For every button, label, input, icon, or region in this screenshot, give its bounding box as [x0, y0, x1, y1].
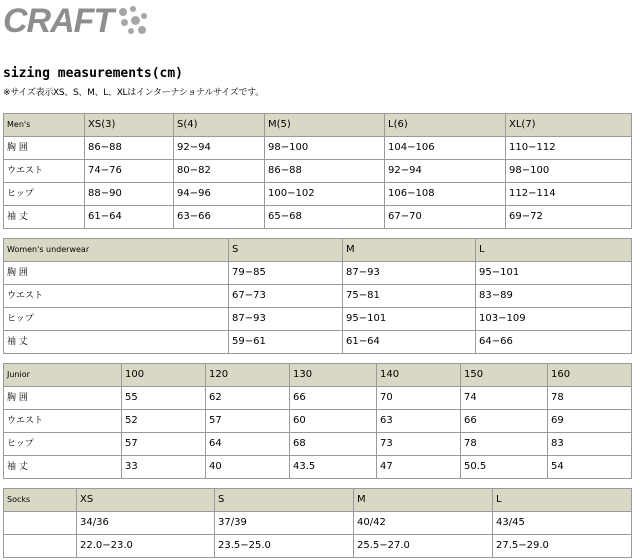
- measurement-value: 74: [461, 387, 548, 410]
- size-header-cell: 160: [548, 364, 632, 387]
- measurement-value: 64−66: [476, 331, 632, 354]
- measurement-value: 112−114: [506, 183, 632, 206]
- measurement-value: 110−112: [506, 137, 632, 160]
- size-header-cell: M: [343, 239, 476, 262]
- table-category-header: Women's underwear: [4, 239, 229, 262]
- size-header-cell: S: [229, 239, 343, 262]
- measurement-value: 94−96: [174, 183, 265, 206]
- measurement-value: 66: [461, 410, 548, 433]
- measurement-label: 胸 囲: [4, 262, 229, 285]
- table-header-row: [4, 489, 632, 512]
- size-header-cell: L: [476, 239, 632, 262]
- table-row: [4, 512, 632, 535]
- measurement-value: 83−89: [476, 285, 632, 308]
- table-row: [4, 410, 632, 433]
- measurement-value: 63: [377, 410, 461, 433]
- logo-dots-icon: [119, 6, 151, 36]
- measurement-value: 47: [377, 456, 461, 479]
- table-row: [4, 183, 632, 206]
- measurement-value: 64: [206, 433, 290, 456]
- measurement-value: 25.5−27.0: [354, 535, 493, 558]
- measurement-label: 袖 丈: [4, 206, 85, 229]
- measurement-label: ウエスト: [4, 160, 85, 183]
- measurement-value: 87−93: [229, 308, 343, 331]
- measurement-value: 69: [548, 410, 632, 433]
- measurement-value: 27.5−29.0: [493, 535, 632, 558]
- table-row: [4, 137, 632, 160]
- measurement-value: 95−101: [343, 308, 476, 331]
- measurement-value: 92−94: [385, 160, 506, 183]
- measurement-value: 62: [206, 387, 290, 410]
- size-header-cell: S: [215, 489, 354, 512]
- measurement-value: 69−72: [506, 206, 632, 229]
- measurement-value: 78: [548, 387, 632, 410]
- table-row: [4, 160, 632, 183]
- table-row: [4, 535, 632, 558]
- measurement-value: 57: [206, 410, 290, 433]
- measurement-value: 43/45: [493, 512, 632, 535]
- measurement-value: 65−68: [265, 206, 385, 229]
- measurement-label: 袖 丈: [4, 331, 229, 354]
- measurement-value: 55: [122, 387, 206, 410]
- measurement-label: [4, 512, 77, 535]
- measurement-label: ヒップ: [4, 433, 122, 456]
- measurement-label: ウエスト: [4, 410, 122, 433]
- measurement-value: 88−90: [85, 183, 174, 206]
- table-row: [4, 308, 632, 331]
- measurement-value: 34/36: [77, 512, 215, 535]
- mens-size-table: [3, 113, 632, 229]
- measurement-value: 63−66: [174, 206, 265, 229]
- craft-logo: [3, 4, 151, 38]
- size-header-cell: M: [354, 489, 493, 512]
- size-header-cell: L: [493, 489, 632, 512]
- measurement-value: 66: [290, 387, 377, 410]
- measurement-value: 86−88: [265, 160, 385, 183]
- measurement-value: 23.5−25.0: [215, 535, 354, 558]
- size-header-cell: XL(7): [506, 114, 632, 137]
- measurement-value: 73: [377, 433, 461, 456]
- table-row: [4, 262, 632, 285]
- measurement-value: 100−102: [265, 183, 385, 206]
- size-header-cell: 150: [461, 364, 548, 387]
- measurement-value: 59−61: [229, 331, 343, 354]
- measurement-value: 33: [122, 456, 206, 479]
- size-header-cell: 140: [377, 364, 461, 387]
- measurement-value: 50.5: [461, 456, 548, 479]
- measurement-value: 75−81: [343, 285, 476, 308]
- table-header-row: [4, 114, 632, 137]
- measurement-value: 37/39: [215, 512, 354, 535]
- measurement-value: 40: [206, 456, 290, 479]
- measurement-value: 68: [290, 433, 377, 456]
- measurement-value: 106−108: [385, 183, 506, 206]
- measurement-value: 78: [461, 433, 548, 456]
- size-header-cell: L(6): [385, 114, 506, 137]
- size-header-cell: M(5): [265, 114, 385, 137]
- measurement-value: 61−64: [85, 206, 174, 229]
- measurement-value: 98−100: [265, 137, 385, 160]
- measurement-value: 83: [548, 433, 632, 456]
- table-category-header: Socks: [4, 489, 77, 512]
- measurement-value: 103−109: [476, 308, 632, 331]
- table-row: [4, 387, 632, 410]
- measurement-value: 67−73: [229, 285, 343, 308]
- table-row: [4, 285, 632, 308]
- measurement-value: 54: [548, 456, 632, 479]
- measurement-label: 胸 囲: [4, 387, 122, 410]
- measurement-label: ウエスト: [4, 285, 229, 308]
- size-header-cell: XS(3): [85, 114, 174, 137]
- measurement-value: 86−88: [85, 137, 174, 160]
- measurement-value: 98−100: [506, 160, 632, 183]
- size-header-cell: XS: [77, 489, 215, 512]
- table-category-header: Men's: [4, 114, 85, 137]
- measurement-value: 67−70: [385, 206, 506, 229]
- measurement-value: 60: [290, 410, 377, 433]
- measurement-value: 40/42: [354, 512, 493, 535]
- measurement-value: 80−82: [174, 160, 265, 183]
- size-header-cell: S(4): [174, 114, 265, 137]
- table-row: [4, 456, 632, 479]
- measurement-label: ヒップ: [4, 183, 85, 206]
- measurement-value: 43.5: [290, 456, 377, 479]
- measurement-label: 袖 丈: [4, 456, 122, 479]
- junior-size-table: [3, 363, 632, 479]
- measurement-value: 92−94: [174, 137, 265, 160]
- size-header-cell: 100: [122, 364, 206, 387]
- measurement-value: 70: [377, 387, 461, 410]
- measurement-label: [4, 535, 77, 558]
- size-note: ※サイズ表示XS、S、M、L、XLはインターナショナルサイズです。: [3, 88, 264, 98]
- measurement-label: 胸 囲: [4, 137, 85, 160]
- measurement-label: ヒップ: [4, 308, 229, 331]
- table-row: [4, 206, 632, 229]
- measurement-value: 79−85: [229, 262, 343, 285]
- table-header-row: [4, 239, 632, 262]
- measurement-value: 87−93: [343, 262, 476, 285]
- measurement-value: 57: [122, 433, 206, 456]
- measurement-value: 61−64: [343, 331, 476, 354]
- table-header-row: [4, 364, 632, 387]
- measurement-value: 22.0−23.0: [77, 535, 215, 558]
- measurement-value: 95−101: [476, 262, 632, 285]
- measurement-value: 52: [122, 410, 206, 433]
- table-row: [4, 433, 632, 456]
- logo-text: CRAFT: [3, 2, 114, 40]
- measurement-value: 104−106: [385, 137, 506, 160]
- table-category-header: Junior: [4, 364, 122, 387]
- page-title: sizing measurements(cm): [3, 66, 184, 81]
- table-row: [4, 331, 632, 354]
- size-header-cell: 130: [290, 364, 377, 387]
- measurement-value: 74−76: [85, 160, 174, 183]
- socks-size-table: [3, 488, 632, 558]
- womens-underwear-size-table: [3, 238, 632, 354]
- size-header-cell: 120: [206, 364, 290, 387]
